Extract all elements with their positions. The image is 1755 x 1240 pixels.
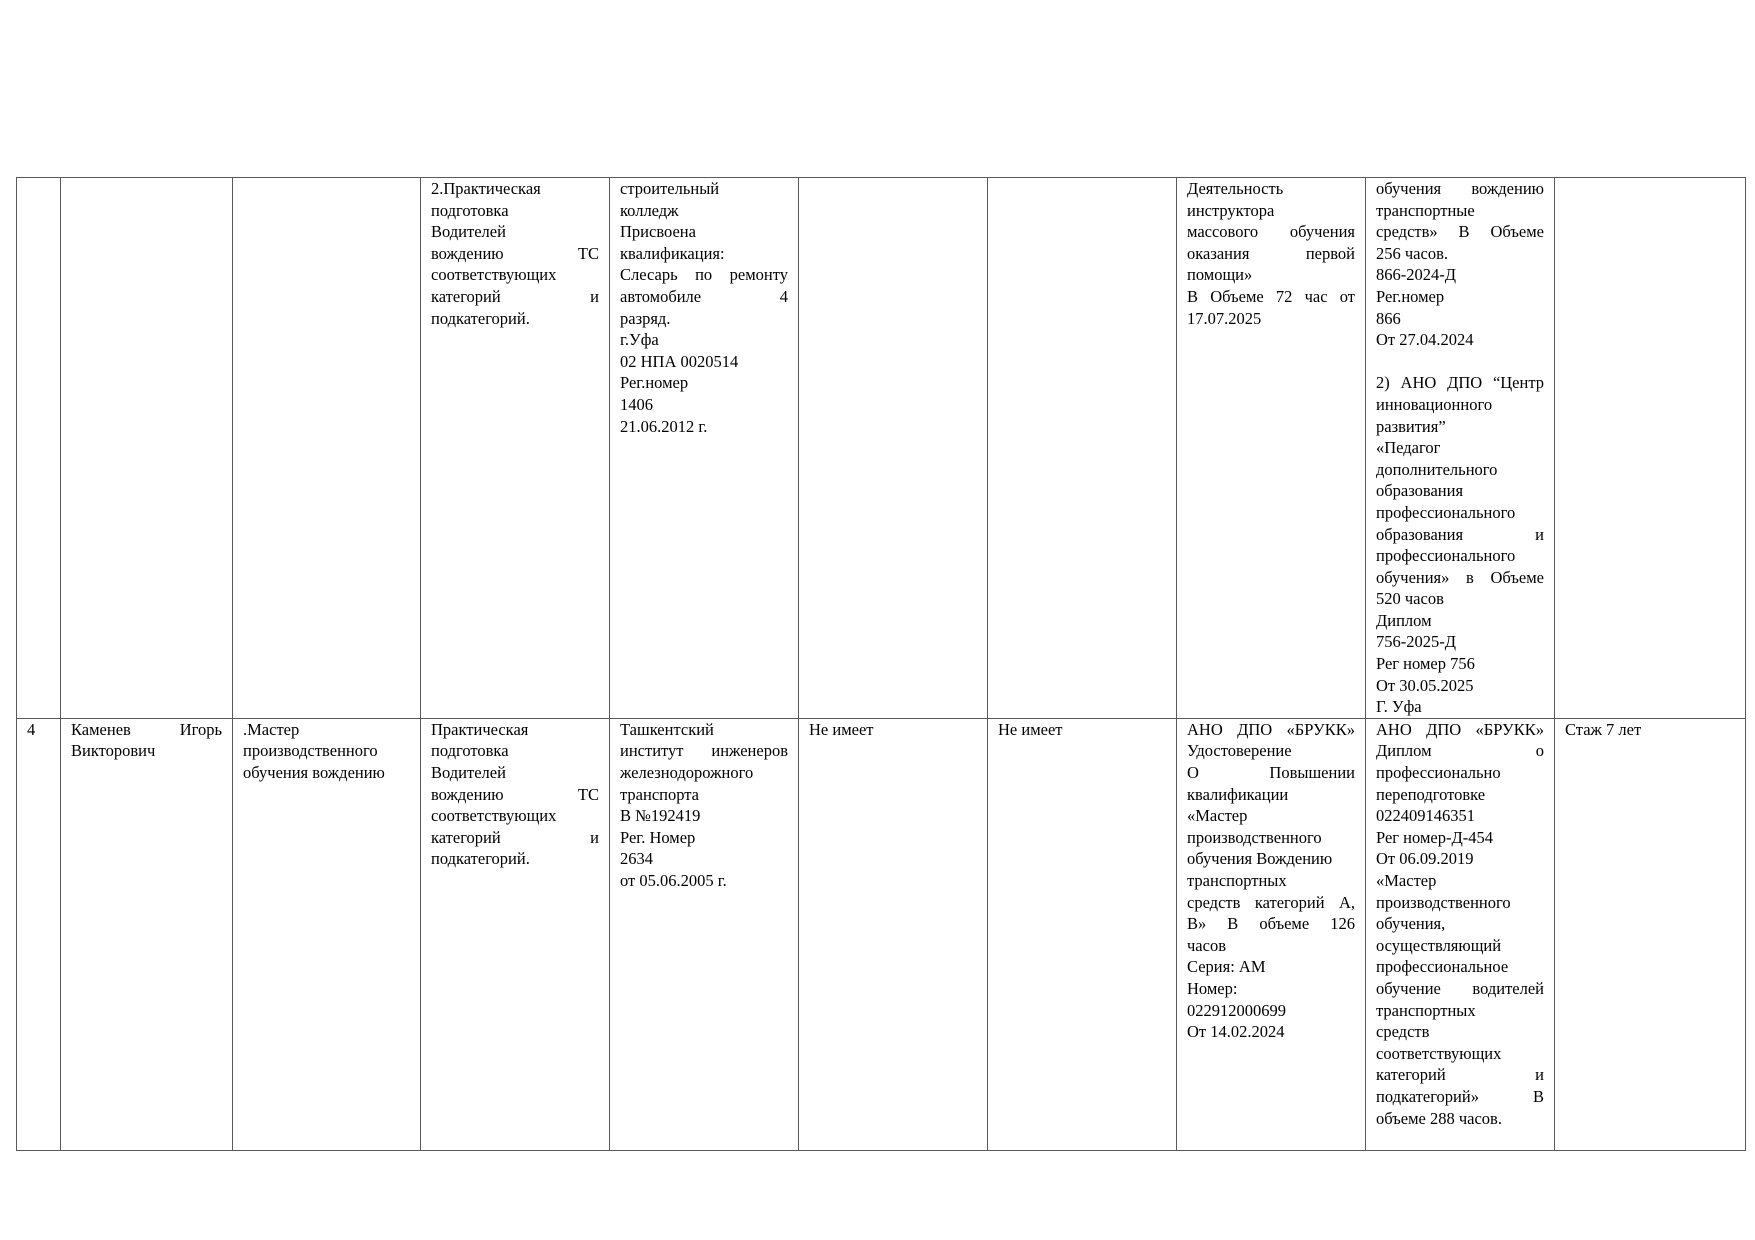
cell-line: «Педагог (1376, 438, 1441, 458)
table-row (17, 178, 1746, 719)
cell-line: квалификация: (620, 243, 725, 263)
cell-degree (799, 178, 988, 719)
cell-line: образования и (1376, 524, 1544, 544)
cell-disciplines (421, 718, 610, 1150)
cell-line: вождению ТС (431, 784, 599, 804)
cell-line: 756-2025-Д (1376, 632, 1456, 652)
cell-line: производственного (1376, 892, 1511, 912)
cell-line: 2.Практическая (431, 179, 541, 198)
cell-line: соответствующих (431, 265, 557, 285)
cell-line: категорий и (431, 827, 599, 847)
cell-line: транспортные (1376, 200, 1475, 220)
cell-line: категорий и (431, 286, 599, 306)
cell-line: транспорта (620, 784, 699, 804)
cell-line: подкатегорий. (431, 308, 530, 328)
cell-line: подготовка (431, 741, 509, 761)
cell-line: 022409146351 (1376, 806, 1475, 826)
cell-line: Водителей (431, 222, 506, 242)
cell-line: производственного (243, 741, 378, 761)
cell-line: Диплом (1376, 610, 1432, 630)
cell-line: образования (1376, 481, 1464, 501)
cell-line: развития” (1376, 416, 1446, 436)
cell-line: часов (1187, 935, 1226, 955)
cell-line: АНО ДПО «БРУКК» (1376, 719, 1544, 739)
cell-disciplines (421, 178, 610, 719)
cell-line: помощи» (1187, 265, 1253, 285)
cell-line: От 27.04.2024 (1376, 330, 1474, 350)
cell-line: обучения вождению (1376, 179, 1544, 198)
cell-line: подкатегорий. (431, 849, 530, 869)
cell-academic-title (988, 718, 1177, 1150)
cell-line: железнодорожного (620, 763, 754, 783)
cell-line: В Объеме 72 час от (1187, 286, 1355, 306)
cell-retraining (1366, 178, 1555, 719)
cell-line: обучения» в Объеме (1376, 567, 1544, 587)
cell-degree (799, 718, 988, 1150)
cell-line: О Повышении (1187, 763, 1355, 783)
cell-line: Практическая (431, 719, 529, 739)
cell-education (610, 178, 799, 719)
cell-line: От 30.05.2025 (1376, 675, 1474, 695)
cell-line: В» В объеме 126 (1187, 914, 1355, 934)
cell-line: 022912000699 (1187, 1000, 1286, 1020)
cell-experience (1555, 718, 1746, 1150)
cell-name (61, 718, 233, 1150)
cell-line: г.Уфа (620, 330, 659, 350)
cell-line: 1406 (620, 394, 653, 414)
cell-position (233, 718, 421, 1150)
cell-line: 866 (1376, 308, 1401, 328)
cell-line: Рег номер 756 (1376, 654, 1475, 674)
cell-line: профессиональное (1376, 957, 1509, 977)
cell-line: профессионального (1376, 546, 1516, 566)
cell-position (233, 178, 421, 719)
cell-line: соответствующих (1376, 1043, 1502, 1063)
cell-line: профессионального (1376, 502, 1516, 522)
cell-line: производственного (1187, 827, 1322, 847)
cell-line: Серия: АМ (1187, 957, 1266, 977)
cell-line: профессионально (1376, 763, 1501, 783)
cell-academic-title (988, 178, 1177, 719)
cell-line: Викторович (71, 741, 156, 761)
cell-line: Рег.номер (1376, 286, 1445, 306)
cell-line: Слесарь по ремонту (620, 265, 788, 285)
cell-line: осуществляющий (1376, 935, 1502, 955)
cell-line: Рег.номер (620, 373, 689, 393)
cell-retraining (1366, 718, 1555, 1150)
cell-line: объеме 288 часов. (1376, 1108, 1502, 1128)
cell-line: инструктора (1187, 200, 1275, 220)
cell-line: 2634 (620, 849, 653, 869)
cell-line: 520 часов (1376, 589, 1444, 609)
cell-line: Удостоверение (1187, 741, 1292, 761)
cell-line: транспортных (1187, 871, 1287, 890)
cell-line: колледж (620, 200, 679, 220)
cell-line: Ташкентский (620, 719, 714, 739)
cell-line: Рег. Номер (620, 827, 696, 847)
cell-line: Стаж 7 лет (1565, 719, 1642, 739)
cell-line: От 06.09.2019 (1376, 849, 1474, 869)
cell-line: 256 часов. (1376, 243, 1448, 263)
cell-line: от 05.06.2005 г. (620, 871, 727, 890)
cell-line: Деятельность (1187, 179, 1284, 198)
cell-line: обучение водителей (1376, 978, 1544, 998)
cell-line: обучения вождению (243, 763, 385, 783)
cell-qualification (1177, 718, 1366, 1150)
cell-line: Присвоена (620, 222, 696, 242)
cell-line: средств (1376, 1022, 1430, 1042)
staff-table (16, 177, 1746, 1151)
cell-line: инновационного (1376, 394, 1493, 414)
cell-line: .Мастер (243, 719, 300, 739)
cell-line: Номер: (1187, 978, 1238, 998)
cell-line: 21.06.2012 г. (620, 416, 708, 436)
cell-line: От 14.02.2024 (1187, 1022, 1285, 1042)
cell-line: 866-2024-Д (1376, 265, 1456, 285)
cell-line: подкатегорий» В (1376, 1086, 1544, 1106)
cell-line: категорий и (1376, 1065, 1544, 1085)
cell-line: разряд. (620, 308, 671, 328)
cell-line: массового обучения (1187, 222, 1355, 242)
cell-line: Рег номер-Д-454 (1376, 827, 1493, 847)
cell-line: 02 НПА 0020514 (620, 351, 739, 371)
cell-line: обучения Вождению (1187, 849, 1333, 869)
cell-number: 4 (17, 718, 61, 1150)
cell-line: В №192419 (620, 806, 701, 826)
cell-qualification (1177, 178, 1366, 719)
cell-name (61, 178, 233, 719)
cell-line: Не имеет (809, 719, 874, 739)
cell-line: средств» В Объеме (1376, 222, 1544, 242)
cell-line: обучения, (1376, 914, 1446, 934)
cell-line: АНО ДПО «БРУКК» (1187, 719, 1355, 739)
cell-line: Г. Уфа (1376, 697, 1422, 717)
cell-line: Водителей (431, 763, 506, 783)
cell-line: институт инженеров (620, 741, 788, 761)
cell-line: 17.07.2025 (1187, 308, 1262, 328)
cell-line: Не имеет (998, 719, 1063, 739)
cell-line: Диплом о (1376, 741, 1544, 761)
cell-line: «Мастер (1187, 806, 1248, 826)
cell-education (610, 718, 799, 1150)
table-row (17, 718, 1746, 1150)
cell-line: оказания первой (1187, 243, 1355, 263)
cell-line: средств категорий А, (1187, 892, 1355, 912)
cell-line: Каменев Игорь (71, 719, 222, 739)
cell-line: 2) АНО ДПО “Центр (1376, 373, 1544, 393)
cell-line (1376, 351, 1544, 373)
cell-line: соответствующих (431, 806, 557, 826)
cell-line: транспортных (1376, 1000, 1476, 1020)
cell-line: квалификации (1187, 784, 1289, 804)
cell-line: переподготовке (1376, 784, 1486, 804)
cell-line: вождению ТС (431, 243, 599, 263)
cell-experience (1555, 178, 1746, 719)
cell-line: подготовка (431, 200, 509, 220)
cell-line: строительный (620, 179, 720, 198)
cell-line: автомобиле 4 (620, 286, 788, 306)
cell-line: дополнительного (1376, 459, 1498, 479)
cell-line: «Мастер (1376, 871, 1437, 890)
cell-number (17, 178, 61, 719)
